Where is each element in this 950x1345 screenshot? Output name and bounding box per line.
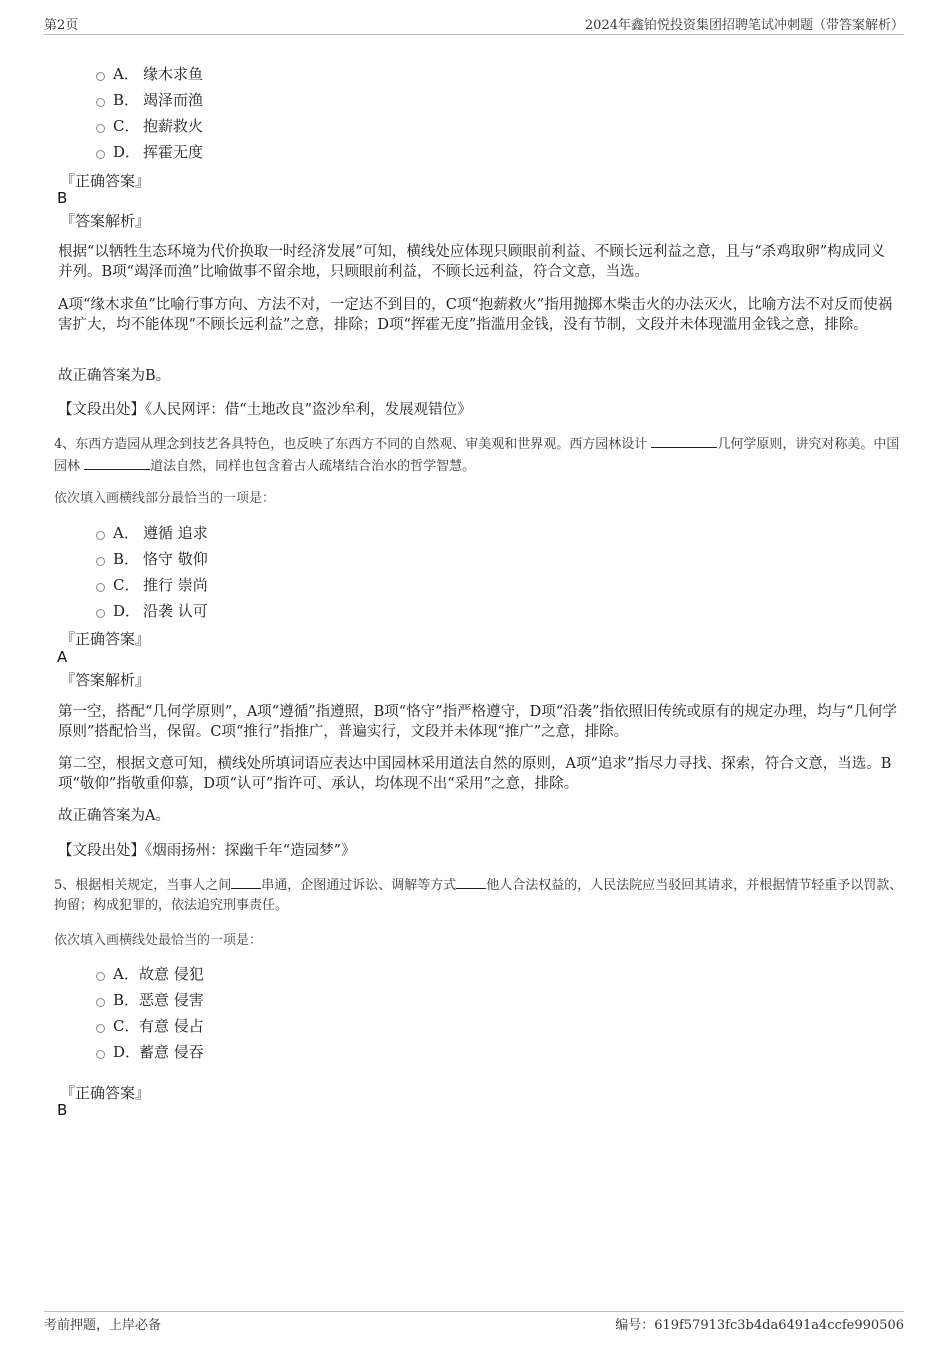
option-letter: C． [113, 1016, 140, 1035]
radio-icon[interactable] [96, 972, 105, 981]
option-letter: D． [113, 1042, 141, 1061]
q4-stem [54, 433, 904, 477]
q3-option-a[interactable] [96, 62, 203, 84]
q4-answer-label: 『正确答案』 [60, 630, 151, 648]
q3-analysis-1: 根据“以牺牲生态环境为代价换取一时经济发展”可知，横线处应体现只顾眼前利益、不顾长远利益之意，且与“杀鸡取卵”构成同义并列。B项“竭泽而渔”比喻做事不留余地，只顾眼前利益，不顾长远利益，符合文意，当选。 [58, 244, 886, 280]
option-letter: C． [113, 575, 140, 594]
page-number: 第2页 [44, 18, 79, 33]
option-text: 挥霍无度 [143, 142, 204, 161]
q5-answer-label: 『正确答案』 [60, 1084, 151, 1102]
q4-stem-part-2: 几何学原则，讲究对称美。中国园林 [54, 437, 900, 474]
option-letter: D． [113, 142, 141, 161]
q4-analysis-1: 第一空，搭配“几何学原则”，A项“遵循”指遵照，B项“恪守”指严格遵守，D项“沿袭”指依照旧传统或原有的规定办理，均与“几何学原则”搭配恰当，保留。C项“推行”指推广，普遍实行，文段并未体现“推广”之意，排除。 [58, 704, 897, 740]
q4-analysis-label: 『答案解析』 [60, 671, 151, 689]
q3-source: 【文段出处】《人民网评：借“土地改良”盗沙牟利，发展观错位》 [58, 402, 472, 418]
q5-answer: B [57, 1101, 68, 1119]
q5-option-b[interactable] [96, 988, 204, 1010]
radio-icon[interactable] [96, 609, 105, 618]
radio-icon[interactable] [96, 531, 105, 540]
option-text: 缘木求鱼 [143, 64, 204, 83]
q4-option-d[interactable] [96, 599, 208, 621]
option-text: 蓄意 侵吞 [139, 1042, 204, 1061]
q4-analysis-2: 第二空，根据文意可知，横线处所填词语应表达中国园林采用道法自然的原则，A项“追求”指尽力寻找、探索，符合文意，当选。B项“敬仰”指敬重仰慕，D项“认可”指许可、承认，均体现不出“采用”之意，排除。 [58, 756, 892, 792]
blank-line [456, 874, 486, 889]
q3-conclusion: 故正确答案为B。 [58, 368, 171, 384]
q3-option-d[interactable] [96, 140, 203, 162]
option-letter: A． [113, 523, 139, 542]
q4-conclusion: 故正确答案为A。 [58, 808, 170, 824]
radio-icon[interactable] [96, 72, 105, 81]
option-text: 沿袭 认可 [143, 601, 208, 620]
option-letter: A． [113, 64, 139, 83]
q4-stem-part-3: 道法自然，同样也包含着古人疏堵结合治水的哲学智慧。 [150, 459, 476, 474]
option-text: 抱薪救火 [143, 116, 204, 135]
radio-icon[interactable] [96, 124, 105, 133]
radio-icon[interactable] [96, 998, 105, 1007]
option-letter: C． [113, 116, 140, 135]
blank-line [231, 874, 261, 889]
footer-slogan: 考前押题，上岸必备 [44, 1318, 162, 1333]
option-text: 遵循 追求 [143, 523, 208, 542]
q5-option-d[interactable] [96, 1040, 204, 1062]
q3-analysis-label: 『答案解析』 [60, 212, 151, 230]
q4-answer: A [57, 648, 68, 666]
footer-divider [44, 1311, 904, 1312]
q4-option-a[interactable] [96, 521, 208, 543]
radio-icon[interactable] [96, 583, 105, 592]
radio-icon[interactable] [96, 557, 105, 566]
radio-icon[interactable] [96, 1050, 105, 1059]
header-divider [44, 34, 904, 35]
q3-analysis-2: A项“缘木求鱼”比喻行事方向、方法不对，一定达不到目的，C项“抱薪救火”指用抛掷木柴击火的办法灭火，比喻方法不对反而使祸害扩大，均不能体现“不顾长远利益”之意，排除；D项“挥霍无度”指滥用金钱，没有节制，文段并未体现滥用金钱之意，排除。 [58, 297, 893, 333]
option-text: 竭泽而渔 [143, 90, 204, 109]
option-letter: B． [113, 990, 140, 1009]
option-letter: D． [113, 601, 141, 620]
option-text: 恶意 侵害 [139, 990, 204, 1009]
option-text: 故意 侵犯 [139, 964, 204, 983]
q5-option-c[interactable] [96, 1014, 204, 1036]
q3-option-c[interactable] [96, 114, 203, 136]
document-title: 2024年鑫铂悦投资集团招聘笔试冲刺题（带答案解析） [584, 18, 904, 33]
q4-option-c[interactable] [96, 573, 208, 595]
q4-prompt: 依次填入画横线部分最恰当的一项是： [54, 491, 276, 506]
q5-prompt: 依次填入画横线处最恰当的一项是： [54, 933, 263, 948]
q5-stem-part-2: 串通，企图通过诉讼、调解等方式 [261, 878, 457, 893]
radio-icon[interactable] [96, 150, 105, 159]
q5-option-a[interactable] [96, 962, 204, 984]
q4-option-b[interactable] [96, 547, 208, 569]
option-text: 推行 崇尚 [143, 575, 208, 594]
q3-answer-label: 『正确答案』 [60, 172, 151, 190]
q5-stem-part-1: 5、根据相关规定，当事人之间 [54, 878, 232, 893]
option-text: 有意 侵占 [139, 1016, 204, 1035]
blank-line [84, 455, 150, 470]
q4-source: 【文段出处】《烟雨扬州：探幽千年“造园梦”》 [58, 843, 356, 859]
option-letter: A． [113, 964, 139, 983]
radio-icon[interactable] [96, 98, 105, 107]
blank-line [651, 433, 717, 448]
q5-stem-part-3: 他人合法权益的，人民法院应当驳回其请求，并根据情节轻重予以罚款、拘留；构成犯罪的，依法追究刑事责任。 [54, 878, 903, 913]
option-letter: B． [113, 90, 140, 109]
option-letter: B． [113, 549, 140, 568]
q5-stem [54, 874, 904, 916]
radio-icon[interactable] [96, 1024, 105, 1033]
q4-stem-part-1: 4、东西方造园从理念到技艺各具特色，也反映了东西方不同的自然观、审美观和世界观。西方园林设计 [54, 437, 652, 452]
document-code: 编号：619f57913fc3b4da6491a4ccfe990506 [615, 1318, 904, 1333]
q3-answer: B [57, 189, 68, 207]
q3-option-b[interactable] [96, 88, 203, 110]
option-text: 恪守 敬仰 [143, 549, 208, 568]
